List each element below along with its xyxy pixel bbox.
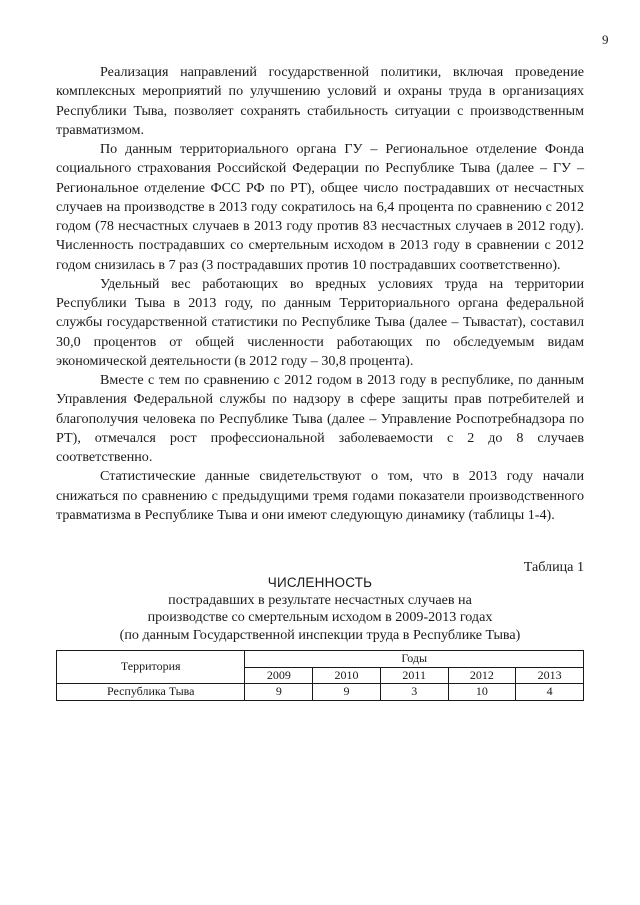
- table-title-line-1: пострадавших в результате несчастных случаев на: [168, 591, 472, 608]
- fatalities-table: [56, 650, 584, 701]
- paragraph-5: Статистические данные свидетельствуют о том, что в 2013 году начали снижаться по сравнению с предыдущими тремя годами показатели производственного травматизма в Республике Тыва и они имеют следующую динамику (таблицы 1-4).: [56, 468, 584, 523]
- table-title-line-2: производстве со смертельным исходом в 2009-2013 годах: [147, 609, 493, 625]
- value-2013: 4: [516, 684, 584, 701]
- table-title-line-3: (по данным Государственной инспекции труда в Республике Тыва): [119, 626, 521, 643]
- value-2009: 9: [245, 684, 313, 701]
- page-number: 9: [602, 32, 609, 47]
- body-text: [56, 63, 584, 525]
- paragraph-2: По данным территориального органа ГУ – Региональное отделение Фонда социального страхования Российской Федерации по Республике Тыва (далее – ГУ – Региональное отделение ФСС РФ по РТ), общее число пострадавших от несчастных случаев на производстве в 2013 году сократилось на 6,4 процента по сравнению с 2012 годом (78 несчастных случаев в 2013 году против 83 несчастных случаев в 2012 году). Численность пострадавших со смертельным исходом в 2013 году в сравнении с 2012 годом снизилась в 7 раз (3 пострадавших против 10 пострадавших соответственно).: [56, 141, 584, 273]
- table-title: [56, 574, 584, 644]
- header-year-2011: 2011: [380, 667, 448, 684]
- header-year-2010: 2010: [313, 667, 381, 684]
- table-row: [57, 684, 584, 701]
- row-label: Республика Тыва: [57, 684, 245, 701]
- paragraph-1: Реализация направлений государственной политики, включая проведение комплексных мероприятий по улучшению условий и охраны труда в организациях Республики Тыва, позволяет сохранять стабильность ситуации с производственным травматизмом.: [56, 64, 584, 138]
- header-year-2013: 2013: [516, 667, 584, 684]
- value-2012: 10: [448, 684, 516, 701]
- paragraph-4: Вместе с тем по сравнению с 2012 годом в 2013 году в республике, по данным Управления Федеральной службы по надзору в сфере защиты прав потребителей и благополучия человека по Республике Тыва (далее – Управление Роспотребнадзора по РТ), отмечался рост профессиональной заболеваемости с 2 до 8 случаев соответственно.: [56, 372, 584, 465]
- table-caption: Таблица 1: [523, 559, 584, 575]
- value-2011: 3: [380, 684, 448, 701]
- table-title-heading: ЧИСЛЕННОСТЬ: [267, 575, 373, 590]
- header-years: Годы: [245, 651, 584, 668]
- header-year-2012: 2012: [448, 667, 516, 684]
- table-header-row: [57, 651, 584, 668]
- header-territory: Территория: [57, 651, 245, 684]
- header-year-2009: 2009: [245, 667, 313, 684]
- paragraph-3: Удельный вес работающих во вредных условиях труда на территории Республики Тыва в 2013 году, по данным Территориального органа федеральной службы государственной статистики по Республике Тыва (далее – Тывастат), составил 30,0 процентов от общей численности работающих по обследуемым видам экономической деятельности (в 2012 году – 30,8 процента).: [56, 275, 584, 369]
- value-2010: 9: [313, 684, 381, 701]
